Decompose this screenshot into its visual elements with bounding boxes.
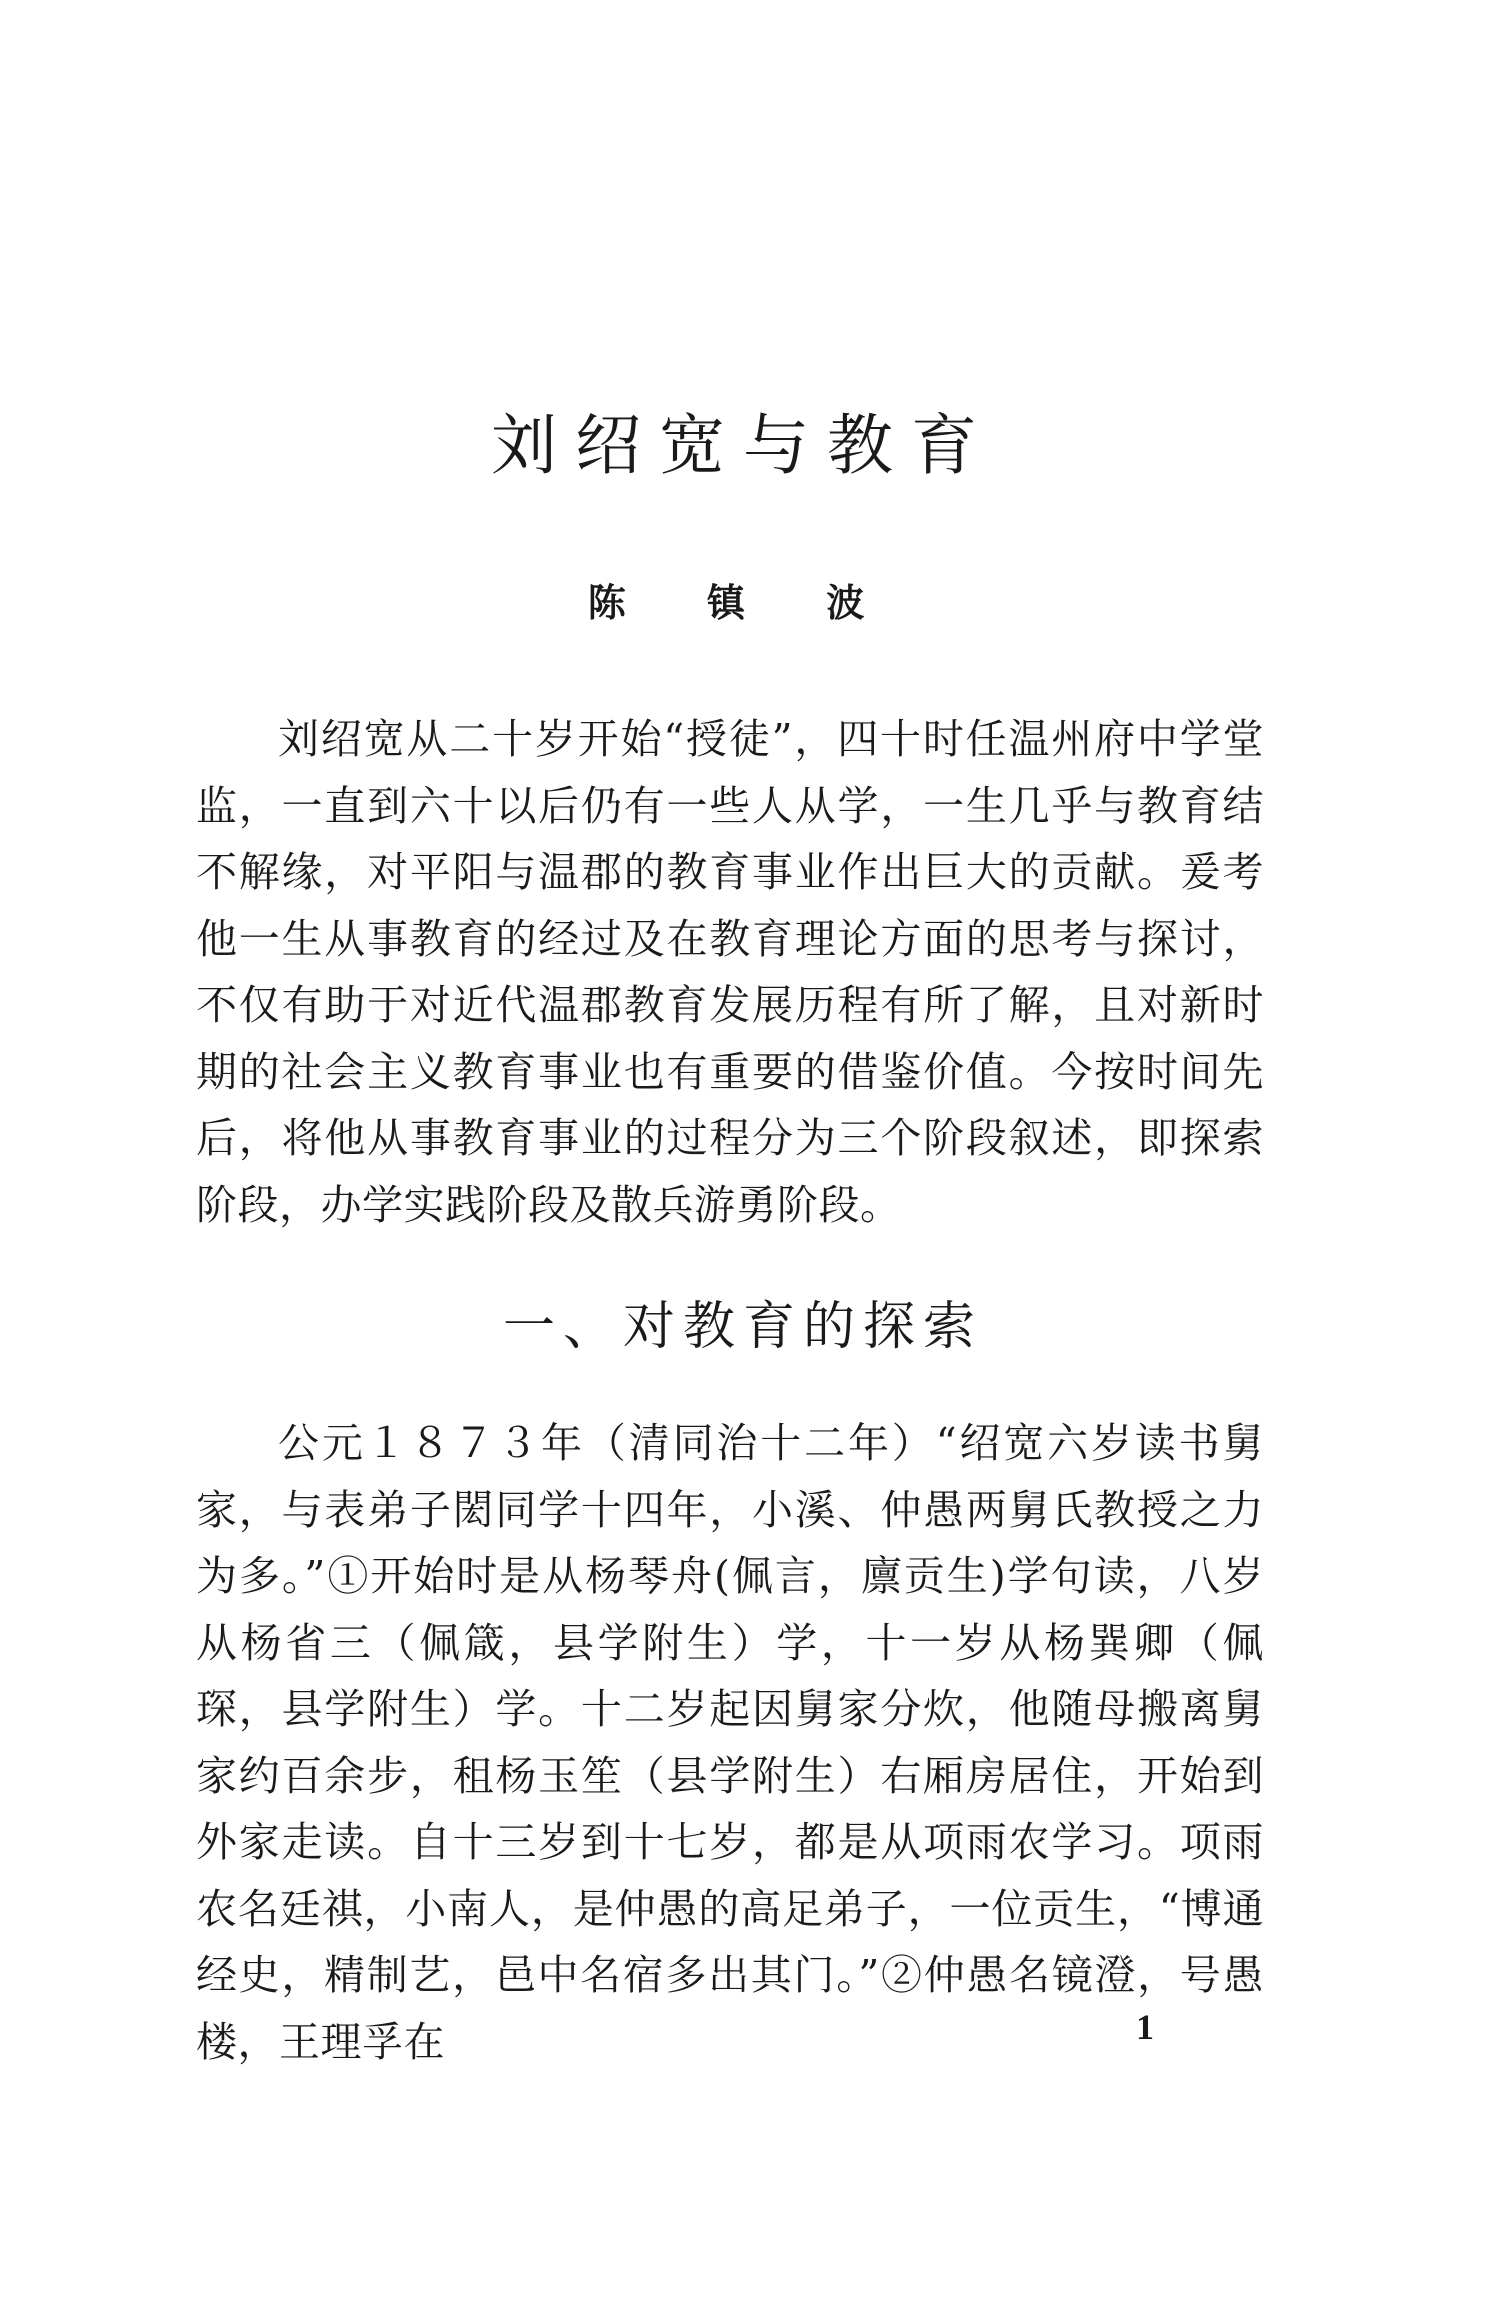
intro-paragraph: 刘绍宽从二十岁开始“授徒”，四十时任温州府中学堂监，一直到六十以后仍有一些人从学，一生几乎与教育结不解缘，对平阳与温郡的教育事业作出巨大的贡献。爰考他一生从事教育的经过及在教育理论方面的思考与探讨，不仅有助于对近代温郡教育发展历程有所了解，且对新时期的社会主义教育事业也有重要的借鉴价值。今按时间先后，将他从事教育事业的过程分为三个阶段叙述，即探索阶段，办学实践阶段及散兵游勇阶段。 — [196, 715, 1264, 1229]
article-title: 刘绍宽与教育 — [491, 407, 995, 484]
section-paragraph: 公元１８７３年（清同治十二年）“绍宽六岁读书舅家，与表弟子閎同学十四年，小溪、仲愚两舅氏教授之力为多。”①开始时是从杨琴舟(佩言，廪贡生)学句读，八岁从杨省三（佩箴，县学附生）学，十一岁从杨巽卿（佩琛，县学附生）学。十二岁起因舅家分炊，他随母搬离舅家约百余步，租杨玉笙（县学附生）右厢房居住，开始到外家走读。自十三岁到十七岁，都是从项雨农学习。项雨农名廷祺，小南人，是仲愚的高足弟子，一位贡生，“博通经史，精制艺，邑中名宿多出其门。”②仲愚名镜澄，号愚楼，王理孚在 — [196, 1419, 1264, 2066]
article-author: 陈 镇 波 — [587, 580, 899, 625]
section-heading: 一、对教育的探索 — [502, 1297, 983, 1357]
page-number: 1 — [1136, 2007, 1154, 2047]
